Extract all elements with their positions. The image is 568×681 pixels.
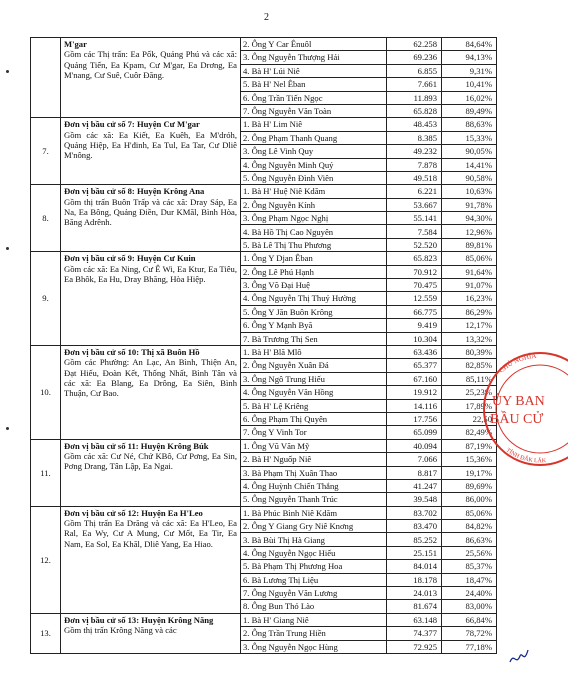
unit-description: Gồm các xã: Ea Ning, Cư Ê Wi, Ea Ktur, Ea Tiêu, Ea Bhôk, Ea Hu, Dray Bhăng, Hòa Hiệp.	[64, 263, 237, 284]
candidate-name: 2. Ông Nguyễn Xuân Đá	[241, 359, 387, 372]
candidate-percent: 86,00%	[442, 493, 497, 506]
candidate-percent: 78,72%	[442, 627, 497, 640]
candidate-votes: 49.232	[387, 145, 442, 158]
candidate-name: 1. Bà Phúc Bình Niê Kdăm	[241, 506, 387, 519]
candidate-name: 1. Ông Vũ Văn Mỹ	[241, 439, 387, 452]
candidate-name: 4. Bà Hồ Thị Cao Nguyên	[241, 225, 387, 238]
margin-mark	[6, 247, 9, 250]
candidate-votes: 81.674	[387, 600, 442, 613]
candidate-votes: 85.252	[387, 533, 442, 546]
candidate-votes: 7.066	[387, 453, 442, 466]
candidate-row	[31, 118, 497, 131]
candidate-name: 5. Bà Lê Thị Thu Phương	[241, 238, 387, 251]
unit-cell	[61, 439, 241, 506]
candidate-name: 8. Ông Bun Thó Lào	[241, 600, 387, 613]
candidate-name: 7. Ông Nguyễn Văn Lương	[241, 587, 387, 600]
candidate-row	[31, 439, 497, 452]
candidate-name: 5. Bà H' Lệ Kriêng	[241, 399, 387, 412]
candidate-percent: 18,47%	[442, 573, 497, 586]
unit-title: Đơn vị bầu cử số 9: Huyện Cư Kuin	[64, 253, 196, 264]
candidate-percent: 9,31%	[442, 64, 497, 77]
candidate-percent: 94,30%	[442, 212, 497, 225]
candidate-percent: 10,41%	[442, 78, 497, 91]
candidate-percent: 90,58%	[442, 171, 497, 184]
candidate-votes: 19.912	[387, 386, 442, 399]
candidate-votes: 83.470	[387, 520, 442, 533]
candidate-name: 5. Ông Nguyễn Đình Viên	[241, 171, 387, 184]
candidate-name: 2. Ông Y Giang Gry Niê Knơng	[241, 520, 387, 533]
unit-cell	[61, 185, 241, 252]
candidate-votes: 8.817	[387, 466, 442, 479]
candidate-votes: 24.013	[387, 587, 442, 600]
unit-cell	[61, 118, 241, 185]
candidate-votes: 40.094	[387, 439, 442, 452]
candidate-name: 3. Ông Lê Vinh Quy	[241, 145, 387, 158]
candidate-votes: 84.014	[387, 560, 442, 573]
stamp-inner-ring	[496, 365, 568, 453]
candidate-percent: 89,81%	[442, 238, 497, 251]
candidate-percent: 84,82%	[442, 520, 497, 533]
stamp-outer-ring	[484, 353, 568, 465]
unit-cell	[61, 38, 241, 118]
candidate-name: 5. Ông Nguyễn Thanh Trúc	[241, 493, 387, 506]
candidate-votes: 6.855	[387, 64, 442, 77]
candidate-votes: 65.823	[387, 252, 442, 265]
stamp-line-2: BẦU CỬ	[490, 412, 544, 427]
candidate-votes: 63.148	[387, 613, 442, 626]
signature-mark	[508, 648, 530, 673]
unit-index	[31, 38, 61, 118]
candidate-votes: 17.756	[387, 412, 442, 425]
candidate-percent: 86,63%	[442, 533, 497, 546]
candidate-percent: 85,11%	[442, 372, 497, 385]
unit-index: 7.	[31, 118, 61, 185]
candidate-votes: 7.878	[387, 158, 442, 171]
candidate-votes: 7.584	[387, 225, 442, 238]
candidate-name: 1. Bà H' Blă Mlô	[241, 345, 387, 358]
candidate-votes: 11.893	[387, 91, 442, 104]
candidate-votes: 70.912	[387, 265, 442, 278]
unit-description: Gồm Thị trấn Ea Drăng và các xã: Ea H'Leo, Ea Ral, Ea Wy, Cư A Mung, Cư Mốt, Ea Tir, Ea Nam, Ea Sol, Ea Khăl, Dliê Yang, Ea Hiao.	[64, 517, 237, 549]
candidate-row	[31, 252, 497, 265]
candidate-percent: 83,00%	[442, 600, 497, 613]
candidate-votes: 52.520	[387, 238, 442, 251]
candidate-percent: 10,63%	[442, 185, 497, 198]
candidate-row	[31, 185, 497, 198]
candidate-votes: 83.702	[387, 506, 442, 519]
candidate-name: 4. Ông Nguyễn Thị Thuý Hường	[241, 292, 387, 305]
unit-index: 12.	[31, 506, 61, 613]
candidate-percent: 19,17%	[442, 466, 497, 479]
candidate-votes: 53.667	[387, 198, 442, 211]
unit-index: 9.	[31, 252, 61, 346]
candidate-name: 3. Bà Phạm Thị Xuân Thao	[241, 466, 387, 479]
candidate-name: 4. Ông Nguyễn Văn Hồng	[241, 386, 387, 399]
candidate-name: 1. Bà H' Huệ Niê Kdăm	[241, 185, 387, 198]
candidate-name: 2. Ông Y Car Ênuôl	[241, 38, 387, 51]
stamp-line-1: ỦY BAN	[492, 394, 545, 409]
unit-index: 8.	[31, 185, 61, 252]
candidate-percent: 94,13%	[442, 51, 497, 64]
candidate-row	[31, 506, 497, 519]
candidate-percent: 85,37%	[442, 560, 497, 573]
candidate-percent: 12,96%	[442, 225, 497, 238]
unit-title: M'gar	[64, 39, 87, 49]
candidate-name: 1. Ông Y Djan Êban	[241, 252, 387, 265]
candidate-votes: 18.178	[387, 573, 442, 586]
candidate-votes: 9.419	[387, 319, 442, 332]
candidate-name: 2. Ông Trần Trung Hiền	[241, 627, 387, 640]
candidate-percent: 89,69%	[442, 479, 497, 492]
unit-index: 10.	[31, 345, 61, 439]
candidate-percent: 82,49%	[442, 426, 497, 439]
candidate-votes: 39.548	[387, 493, 442, 506]
candidate-votes: 70.475	[387, 279, 442, 292]
candidate-votes: 49.518	[387, 171, 442, 184]
candidate-name: 4. Ông Huỳnh Chiến Thắng	[241, 479, 387, 492]
unit-description: Gồm các xã: Cư Né, Chứ KBô, Cư Pơng, Ea Sin, Pơng Drang, Tân Lập, Ea Ngai.	[64, 451, 237, 472]
candidate-name: 5. Bà H' Nel Êban	[241, 78, 387, 91]
candidate-percent: 17,89%	[442, 399, 497, 412]
candidate-name: 5. Ông Y Jăn Buôn Krông	[241, 305, 387, 318]
candidate-row	[31, 38, 497, 51]
candidate-name: 3. Ông Võ Đại Huệ	[241, 279, 387, 292]
candidate-votes: 66.775	[387, 305, 442, 318]
unit-description: Gồm các Thị trấn: Ea Pốk, Quảng Phú và các xã: Quảng Tiến, Ea Kpam, Cư M'gar, Ea Drơng, Ea M'nang, Cư Suê, Cuôr Đăng.	[64, 49, 237, 80]
unit-cell	[61, 252, 241, 346]
candidate-percent: 25,23%	[442, 386, 497, 399]
candidate-percent: 13,32%	[442, 332, 497, 345]
candidate-name: 1. Bà H' Lim Niê	[241, 118, 387, 131]
candidate-name: 3. Ông Phạm Ngọc Nghị	[241, 212, 387, 225]
candidate-percent: 89,49%	[442, 104, 497, 117]
candidate-name: 2. Bà H' Nguốp Niê	[241, 453, 387, 466]
candidate-votes: 65.828	[387, 104, 442, 117]
candidate-votes: 48.453	[387, 118, 442, 131]
candidate-votes: 10.304	[387, 332, 442, 345]
candidate-votes: 67.160	[387, 372, 442, 385]
candidate-votes: 63.436	[387, 345, 442, 358]
candidate-name: 2. Ông Phạm Thanh Quang	[241, 131, 387, 144]
candidate-votes: 25.151	[387, 546, 442, 559]
candidate-percent: 91,64%	[442, 265, 497, 278]
candidate-name: 3. Ông Nguyễn Ngọc Hùng	[241, 640, 387, 653]
unit-title: Đơn vị bầu cử số 10: Thị xã Buôn Hồ	[64, 346, 200, 357]
unit-description: Gồm thị trấn Krông Năng và các	[64, 625, 177, 636]
unit-index: 11.	[31, 439, 61, 506]
candidate-percent: 82,85%	[442, 359, 497, 372]
candidate-percent: 91,07%	[442, 279, 497, 292]
candidate-name: 7. Ông Nguyễn Văn Toàn	[241, 104, 387, 117]
candidate-votes: 7.661	[387, 78, 442, 91]
candidate-name: 4. Ông Nguyễn Ngọc Hiếu	[241, 546, 387, 559]
candidate-name: 3. Ông Ngô Trung Hiếu	[241, 372, 387, 385]
candidate-votes: 62.258	[387, 38, 442, 51]
candidate-name: 5. Bà Phạm Thị Phương Hoa	[241, 560, 387, 573]
candidate-name: 7. Bà Trương Thị Sen	[241, 332, 387, 345]
candidate-percent: 85,06%	[442, 506, 497, 519]
candidate-percent: 88,63%	[442, 118, 497, 131]
unit-index: 13.	[31, 613, 61, 653]
candidate-percent: 87,19%	[442, 439, 497, 452]
candidate-percent: 80,39%	[442, 345, 497, 358]
candidate-name: 1. Bà H' Giang Niê	[241, 613, 387, 626]
candidate-votes: 69.236	[387, 51, 442, 64]
unit-title: Đơn vị bầu cử số 13: Huyện Krông Năng	[64, 614, 214, 625]
candidate-name: 2. Ông Lê Phú Hạnh	[241, 265, 387, 278]
candidate-name: 3. Ông Nguyễn Thượng Hải	[241, 51, 387, 64]
unit-title: Đơn vị bầu cử số 11: Huyện Krông Búk	[64, 440, 209, 451]
candidate-name: 4. Ông Nguyễn Minh Quý	[241, 158, 387, 171]
unit-title: Đơn vị bầu cử số 8: Huyện Krông Ana	[64, 186, 205, 197]
candidate-votes: 12.559	[387, 292, 442, 305]
candidate-percent: 16,23%	[442, 292, 497, 305]
candidate-votes: 41.247	[387, 479, 442, 492]
election-results-table	[30, 37, 497, 654]
candidate-percent: 15,33%	[442, 131, 497, 144]
candidate-row	[31, 345, 497, 358]
candidate-name: 6. Ông Phạm Thị Quyên	[241, 412, 387, 425]
candidate-votes: 65.377	[387, 359, 442, 372]
candidate-percent: 12,17%	[442, 319, 497, 332]
unit-title: Đơn vị bầu cử số 7: Huyện Cư M'gar	[64, 119, 200, 130]
margin-mark	[6, 70, 9, 73]
candidate-name: 6. Bà Lương Thị Liệu	[241, 573, 387, 586]
candidate-name: 3. Bà Bùi Thị Hà Giang	[241, 533, 387, 546]
unit-title: Đơn vị bầu cử số 12: Huyện Ea H'Leo	[64, 507, 203, 518]
candidate-name: 6. Ông Trần Tiến Ngọc	[241, 91, 387, 104]
candidate-percent: 77,18%	[442, 640, 497, 653]
candidate-votes: 6.221	[387, 185, 442, 198]
unit-description: Gồm các Phường: An Lạc, An Bình, Thiện An, Đạt Hiếu, Đoàn Kết, Thống Nhất, Bình Tân và các xã: Ea Blang, Ea Drông, Ea Siên, Bình Thuận, Cư Bao.	[64, 357, 237, 399]
candidate-percent: 91,78%	[442, 198, 497, 211]
candidate-percent: 86,29%	[442, 305, 497, 318]
candidate-percent: 22,50	[442, 412, 497, 425]
candidate-percent: 24,40%	[442, 587, 497, 600]
candidate-percent: 15,36%	[442, 453, 497, 466]
candidate-percent: 85,06%	[442, 252, 497, 265]
candidate-votes: 55.141	[387, 212, 442, 225]
candidate-votes: 72.925	[387, 640, 442, 653]
candidate-percent: 90,05%	[442, 145, 497, 158]
margin-mark	[6, 427, 9, 430]
candidate-name: 7. Ông Y Vinh Tor	[241, 426, 387, 439]
unit-cell	[61, 345, 241, 439]
candidate-percent: 14,41%	[442, 158, 497, 171]
candidate-percent: 25,56%	[442, 546, 497, 559]
candidate-name: 2. Ông Nguyễn Kính	[241, 198, 387, 211]
unit-description: Gồm các xã: Ea Kiết, Ea Kuêh, Ea M'dróh, Quảng Hiệp, Ea H'đinh, Ea Tul, Ea Tar, Cư Dliê M'nông.	[64, 129, 237, 161]
page-number: 2	[264, 12, 269, 23]
candidate-percent: 66,84%	[442, 613, 497, 626]
unit-cell	[61, 506, 241, 613]
candidate-votes: 74.377	[387, 627, 442, 640]
unit-description: Gồm thị trấn Buôn Trấp và các xã: Dray Sáp, Ea Na, Ea Bông, Quảng Điền, Dur KMăl, Bình Hòa, Băng Adrênh.	[64, 196, 237, 228]
candidate-votes: 14.116	[387, 399, 442, 412]
candidate-name: 6. Ông Y Mạnh Byă	[241, 319, 387, 332]
candidate-row	[31, 613, 497, 626]
stamp-ring-bottom-text: TỈNH ĐẮK LẮK	[504, 447, 547, 465]
candidate-name: 4. Bà H' Lúi Niê	[241, 64, 387, 77]
candidate-percent: 84,64%	[442, 38, 497, 51]
stamp-ring-top-text: CHỦ NGHĨA	[497, 351, 537, 375]
candidate-votes: 8.385	[387, 131, 442, 144]
candidate-votes: 65.099	[387, 426, 442, 439]
election-committee-stamp	[488, 345, 552, 473]
candidate-percent: 16,02%	[442, 91, 497, 104]
unit-cell	[61, 613, 241, 653]
